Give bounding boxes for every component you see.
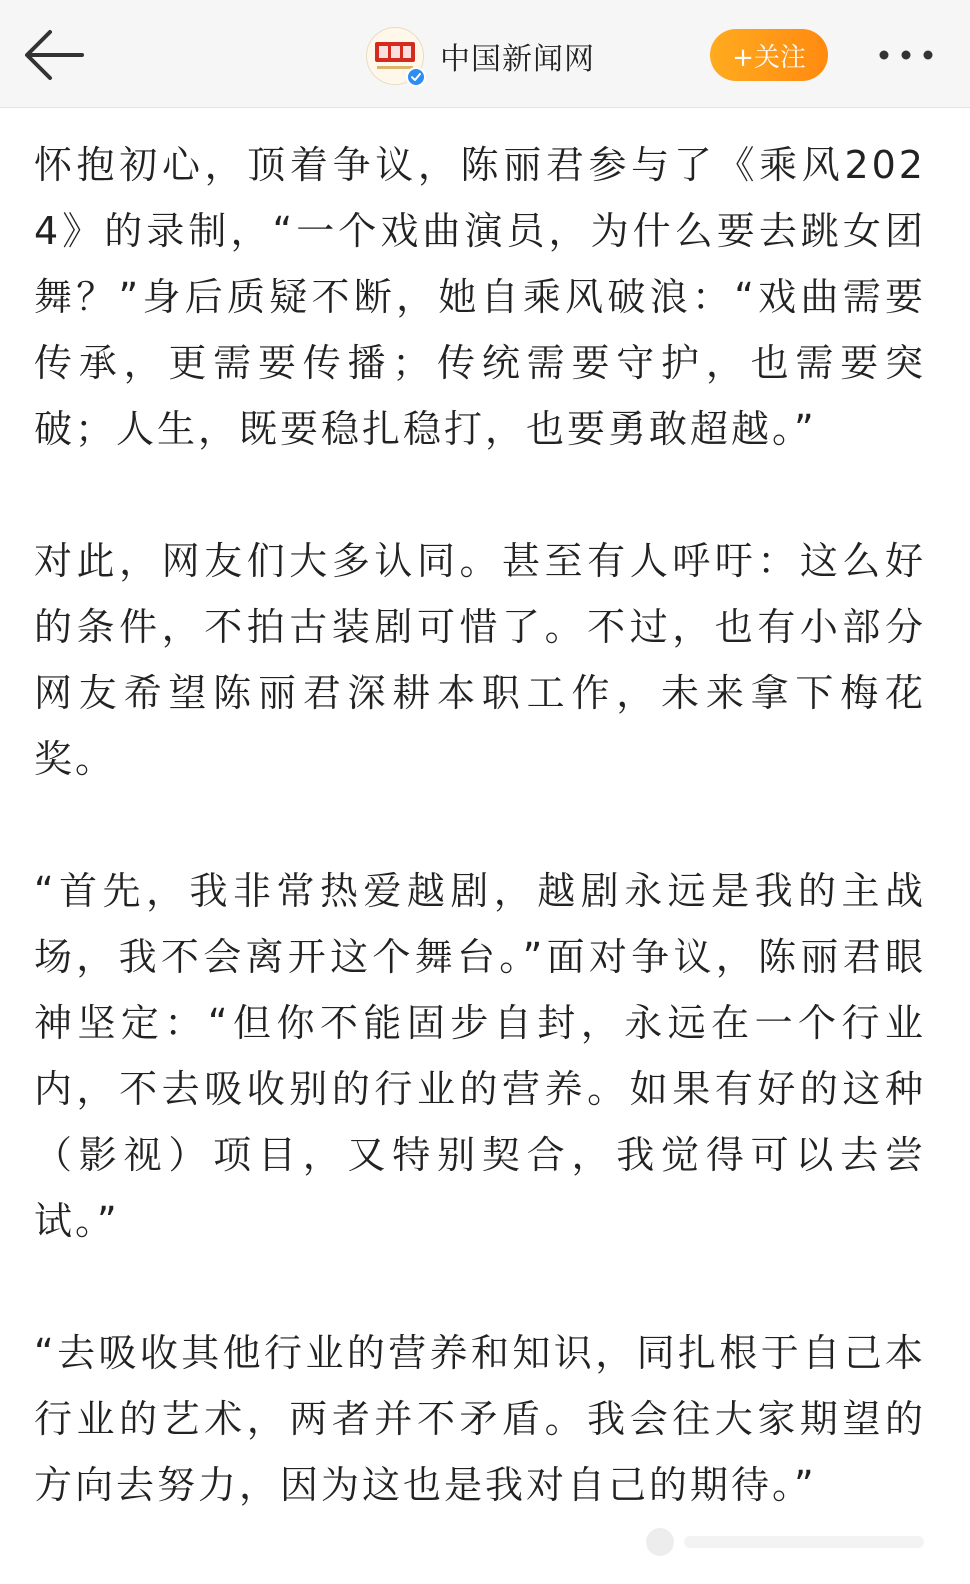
- article-paragraph: “去吸收其他行业的营养和知识，同扎根于自己本行业的艺术，两者并不矛盾。我会往大家期望的方向去努力，因为这也是我对自己的期待。”: [34, 1331, 926, 1507]
- article-body: [34, 132, 926, 1518]
- article-paragraph: “首先，我非常热爱越剧，越剧永远是我的主战场，我不会离开这个舞台。”面对争议，陈丽君眼神坚定：“但你不能固步自封，永远在一个行业内，不去吸收别的行业的营养。如果有好的这种（影视）项目，又特别契合，我觉得可以去尝试。”: [34, 869, 926, 1243]
- account-name[interactable]: 中国新闻网: [440, 42, 595, 77]
- arrow-left-icon: [20, 26, 88, 84]
- avatar[interactable]: [366, 27, 424, 85]
- more-dots-icon: [872, 40, 940, 70]
- verified-check-icon: [406, 67, 426, 87]
- follow-button[interactable]: +关注: [710, 29, 828, 81]
- article-paragraph: 怀抱初心，顶着争议，陈丽君参与了《乘风2024》的录制，“一个戏曲演员，为什么要去跳女团舞？”身后质疑不断，她自乘风破浪：“戏曲需要传承，更需要传播；传统需要守护，也需要突破；人生，既要稳扎稳打，也要勇敢超越。”: [34, 143, 926, 451]
- top-navigation-bar: [0, 0, 970, 108]
- article-paragraph: 对此，网友们大多认同。甚至有人呼吁：这么好的条件，不拍古装剧可惜了。不过，也有小部分网友希望陈丽君深耕本职工作，未来拿下梅花奖。: [34, 539, 926, 781]
- watermark-icon: [640, 1522, 940, 1562]
- more-options-button[interactable]: [872, 40, 940, 70]
- account-profile[interactable]: [366, 26, 595, 86]
- back-button[interactable]: [20, 26, 88, 84]
